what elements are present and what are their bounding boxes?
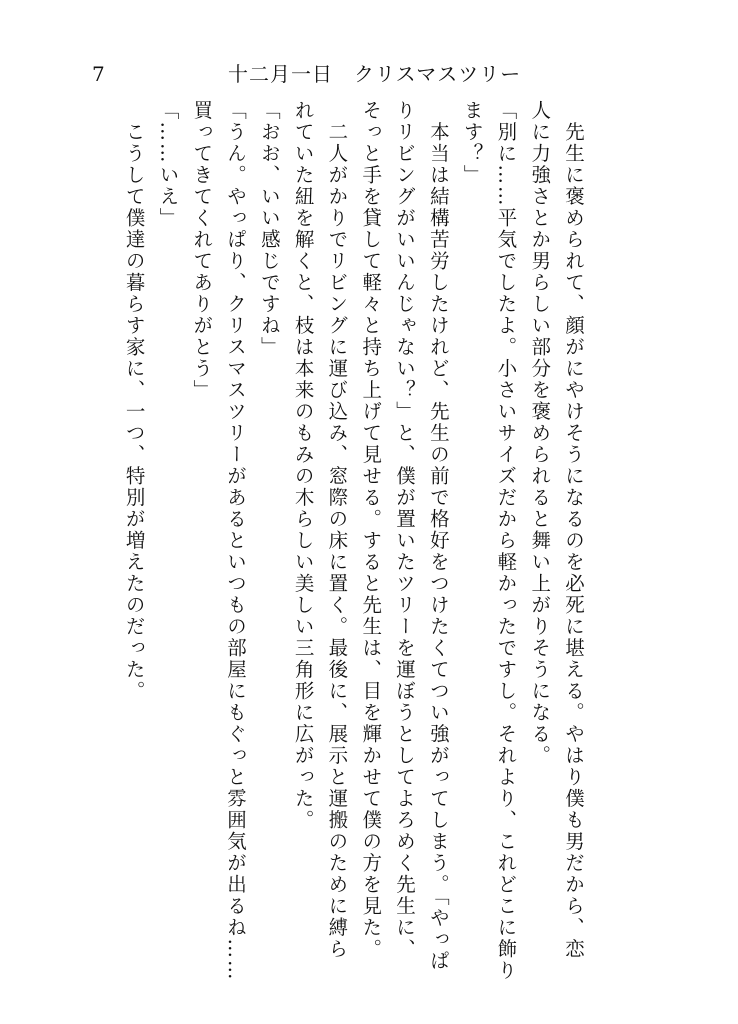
text-column: こうして僕達の暮らす家に、一つ、特別が増えたのだった。: [122, 100, 146, 702]
text-column: れていた紐を解くと、枝は本来のもみの木らしい美しい三角形に広がった。: [291, 100, 315, 831]
text-column: 人に力強さとか男らしい部分を褒められると舞い上がりそうになる。: [528, 100, 552, 767]
text-column: 「別に……平気でしたよ。小さいサイズだから軽かったですし。それより、これどこに飾り: [494, 100, 518, 982]
text-column: 二人がかりでリビングに運び込み、窓際の床に置く。最後に、展示と運搬のために縛ら: [325, 100, 349, 960]
page-number: 7: [92, 62, 105, 86]
text-column: ます？」: [460, 100, 484, 186]
text-column: 「おお、いい感じですね」: [257, 100, 281, 358]
text-column: 「……いえ」: [156, 100, 180, 229]
text-column: そっと手を貸して軽々と持ち上げて見せる。すると先生は、目を輝かせて僕の方を見た。: [359, 100, 383, 960]
text-column: りリビングがいいんじゃない？」と、僕が置いたツリーを運ぼうとしてよろめく先生に、: [393, 100, 417, 960]
body-text: [122, 100, 590, 982]
text-column: 本当は結構苦労したけれど、先生の前で格好をつけたくてつい強がってしまう。「やっぱ: [426, 100, 450, 972]
running-header: 十二月一日 クリスマスツリー: [228, 62, 522, 86]
text-column: 買ってきてくれてありがとう」: [190, 100, 214, 401]
text-column: 「うん。やっぱり、クリスマスツリーがあるといつもの部屋にもぐっと雰囲気が出るね……: [224, 100, 248, 982]
text-column: 先生に褒められて、顔がにやけそうになるのを必死に堪える。やはり僕も男だから、恋: [562, 100, 585, 960]
